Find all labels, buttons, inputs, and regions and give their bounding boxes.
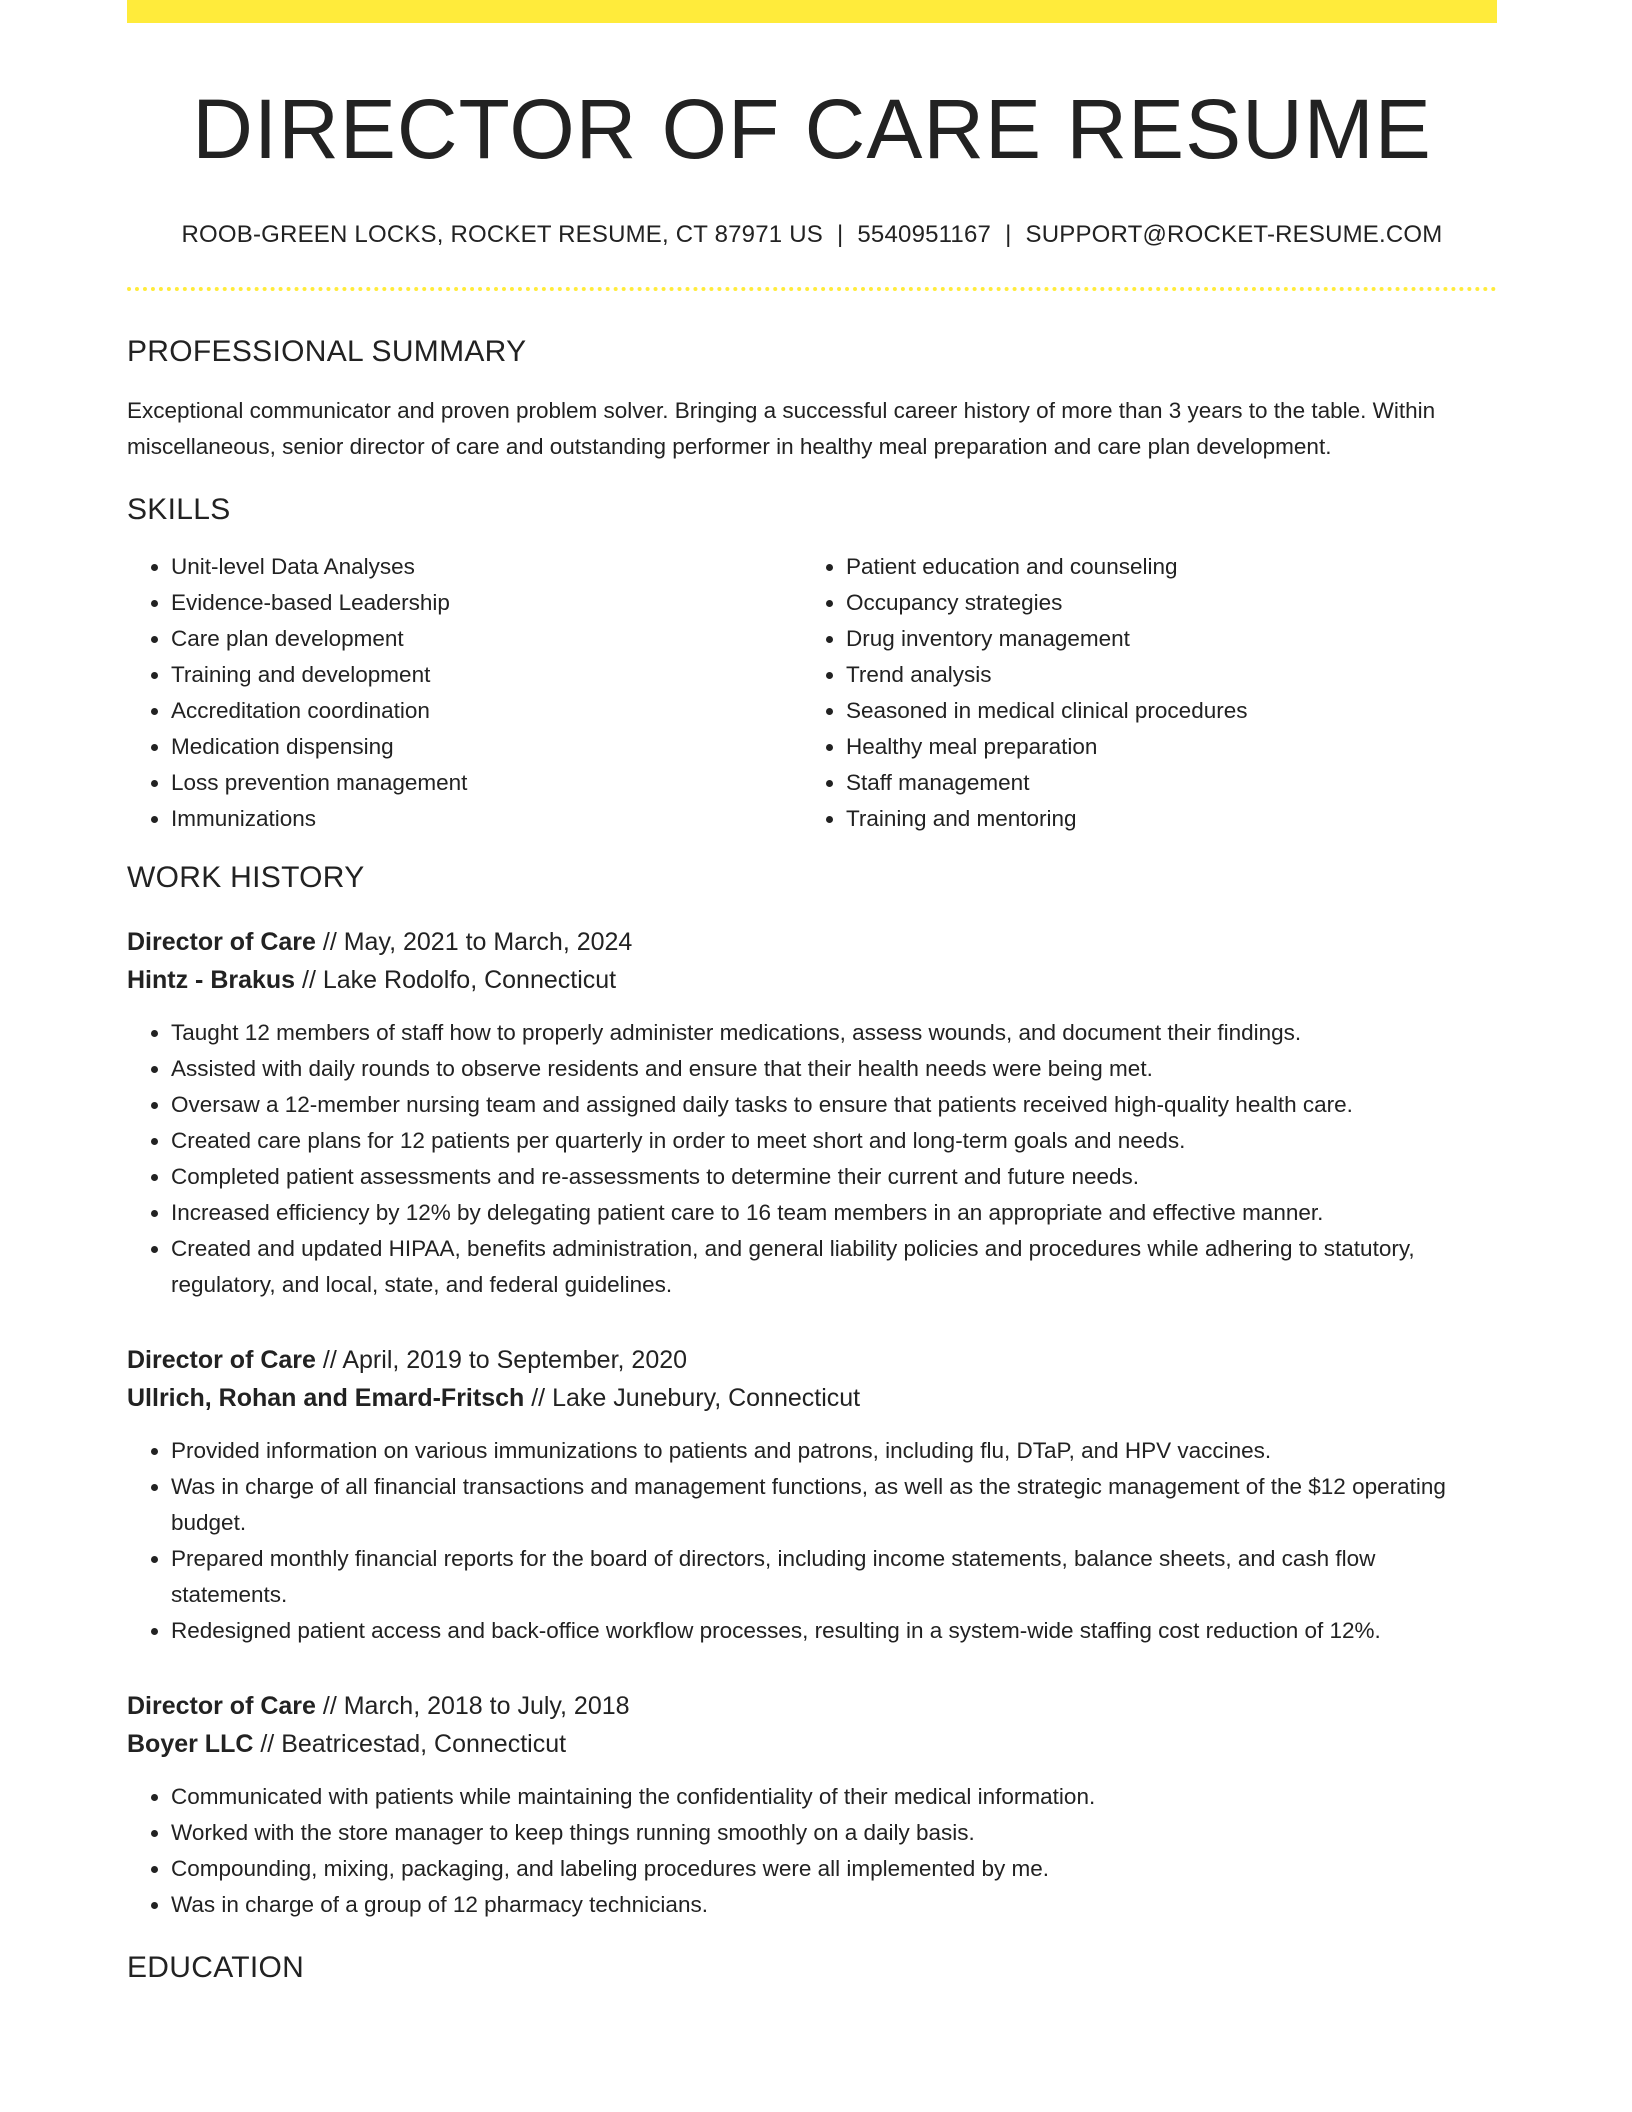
skill-item: • Training and mentoring bbox=[846, 801, 1477, 837]
job-company-line bbox=[127, 1725, 1497, 1763]
skill-item: • Medication dispensing bbox=[171, 729, 802, 765]
job-title: Director of Care bbox=[127, 1692, 316, 1721]
skill-item: • Trend analysis bbox=[846, 657, 1477, 693]
contact-separator: | bbox=[836, 221, 844, 249]
dotted-divider bbox=[127, 287, 1497, 291]
job-location: // Lake Junebury, Connecticut bbox=[524, 1384, 861, 1413]
job-dates: // March, 2018 to July, 2018 bbox=[315, 1692, 630, 1721]
duty-item: • Prepared monthly financial reports for the board of directors, including income statements, balance sheets, and cash flow statements. bbox=[171, 1541, 1497, 1613]
job-entry bbox=[127, 1687, 1497, 1923]
job-company: Boyer LLC bbox=[127, 1730, 254, 1759]
job-dates: // May, 2021 to March, 2024 bbox=[315, 928, 633, 957]
duty-item: • Worked with the store manager to keep things running smoothly on a daily basis. bbox=[171, 1815, 1497, 1851]
education-heading: EDUCATION bbox=[127, 1951, 305, 1985]
skill-item: • Training and development bbox=[171, 657, 802, 693]
job-company: Ullrich, Rohan and Emard-Fritsch bbox=[127, 1384, 525, 1413]
contact-line bbox=[127, 221, 1497, 249]
job-duties bbox=[127, 1433, 1497, 1649]
job-duties bbox=[127, 1779, 1497, 1923]
skill-item: • Accreditation coordination bbox=[171, 693, 802, 729]
skill-item: • Loss prevention management bbox=[171, 765, 802, 801]
skills-list-right bbox=[802, 549, 1477, 837]
job-dates: // April, 2019 to September, 2020 bbox=[315, 1346, 688, 1375]
accent-top-bar bbox=[127, 0, 1497, 23]
duty-item: • Communicated with patients while maintaining the confidentiality of their medical information. bbox=[171, 1779, 1497, 1815]
contact-address: ROOB-GREEN LOCKS, ROCKET RESUME, CT 87971 US bbox=[181, 221, 823, 249]
resume-title: DIRECTOR OF CARE RESUME bbox=[192, 82, 1432, 176]
summary-text: Exceptional communicator and proven problem solver. Bringing a successful career history of more than 3 years to the table. Within miscellaneous, senior director of care and outstanding performer in healthy meal preparation and care plan development. bbox=[127, 398, 1436, 460]
job-company: Hintz - Brakus bbox=[127, 966, 296, 995]
duty-item: • Created and updated HIPAA, benefits administration, and general liability policies and procedures while adhering to statutory, regulatory, and local, state, and federal guidelines. bbox=[171, 1231, 1497, 1303]
job-company-line bbox=[127, 1379, 1497, 1417]
duty-item: • Was in charge of a group of 12 pharmacy technicians. bbox=[171, 1887, 1497, 1923]
skill-item: • Care plan development bbox=[171, 621, 802, 657]
skills-list-left bbox=[127, 549, 802, 837]
duty-item: • Assisted with daily rounds to observe residents and ensure that their health needs were being met. bbox=[171, 1051, 1497, 1087]
skill-item: • Drug inventory management bbox=[846, 621, 1477, 657]
work-history-heading: WORK HISTORY bbox=[127, 861, 365, 895]
contact-separator: | bbox=[1005, 221, 1012, 249]
skill-item: • Immunizations bbox=[171, 801, 802, 837]
skill-item: • Seasoned in medical clinical procedures bbox=[846, 693, 1477, 729]
job-duties bbox=[127, 1015, 1497, 1303]
duty-item: • Created care plans for 12 patients per quarterly in order to meet short and long-term goals and needs. bbox=[171, 1123, 1497, 1159]
job-company-line bbox=[127, 961, 1497, 999]
skill-item: • Staff management bbox=[846, 765, 1477, 801]
duty-item: • Taught 12 members of staff how to properly administer medications, assess wounds, and document their findings. bbox=[171, 1015, 1497, 1051]
duty-item: • Was in charge of all financial transactions and management functions, as well as the strategic management of the $12 operating budget. bbox=[171, 1469, 1497, 1541]
job-title-line bbox=[127, 923, 1497, 961]
skills-heading: SKILLS bbox=[127, 493, 231, 527]
summary-heading: PROFESSIONAL SUMMARY bbox=[127, 335, 527, 369]
skill-item: • Patient education and counseling bbox=[846, 549, 1477, 585]
skill-item: • Unit-level Data Analyses bbox=[171, 549, 802, 585]
duty-item: • Completed patient assessments and re-assessments to determine their current and future needs. bbox=[171, 1159, 1497, 1195]
skill-item: • Evidence-based Leadership bbox=[171, 585, 802, 621]
duty-item: • Oversaw a 12-member nursing team and assigned daily tasks to ensure that patients received high-quality health care. bbox=[171, 1087, 1497, 1123]
job-title-line bbox=[127, 1341, 1497, 1379]
job-location: // Beatricestad, Connecticut bbox=[253, 1730, 567, 1759]
duty-item: • Compounding, mixing, packaging, and labeling procedures were all implemented by me. bbox=[171, 1851, 1497, 1887]
job-location: // Lake Rodolfo, Connecticut bbox=[295, 966, 617, 995]
contact-email: SUPPORT@ROCKET-RESUME.COM bbox=[1025, 221, 1443, 249]
job-entry bbox=[127, 1341, 1497, 1649]
job-title-line bbox=[127, 1687, 1497, 1725]
duty-item: • Provided information on various immunizations to patients and patrons, including flu, DTaP, and HPV vaccines. bbox=[171, 1433, 1497, 1469]
job-title: Director of Care bbox=[127, 928, 316, 957]
resume-page bbox=[127, 0, 1497, 1985]
job-entry bbox=[127, 923, 1497, 1303]
duty-item: • Redesigned patient access and back-office workflow processes, resulting in a system-wide staffing cost reduction of 12%. bbox=[171, 1613, 1497, 1649]
duty-item: • Increased efficiency by 12% by delegating patient care to 16 team members in an appropriate and effective manner. bbox=[171, 1195, 1497, 1231]
skill-item: • Occupancy strategies bbox=[846, 585, 1477, 621]
contact-phone: 5540951167 bbox=[857, 221, 992, 249]
job-title: Director of Care bbox=[127, 1346, 316, 1375]
skills-columns bbox=[127, 549, 1497, 837]
skill-item: • Healthy meal preparation bbox=[846, 729, 1477, 765]
